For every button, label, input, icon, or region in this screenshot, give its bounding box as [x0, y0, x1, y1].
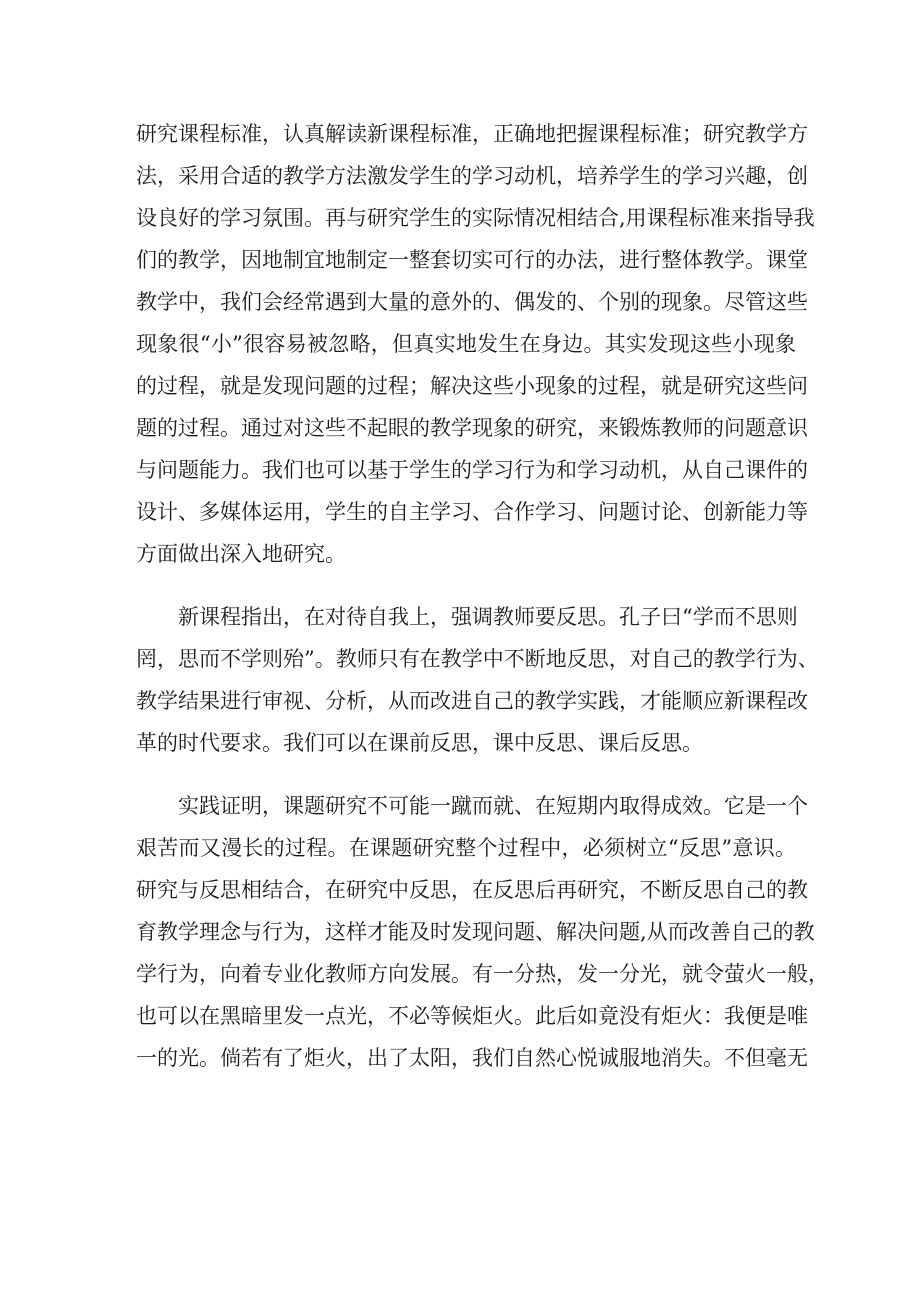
paragraph-spacer: [136, 575, 796, 596]
text-line: 艰苦而又漫长的过程。在课题研究整个过程中，必须树立“反思”意识。: [136, 836, 796, 860]
text-line: 现象很“小”很容易被忽略，但真实地发生在身边。其实发现这些小现象: [136, 332, 796, 356]
paragraph-3: [136, 785, 829, 1079]
paragraph-spacer: [136, 764, 796, 785]
paragraph-1: [136, 113, 815, 575]
text-line: 也可以在黑暗里发一点光，不必等候炬火。此后如竟没有炬火：我便是唯: [136, 1004, 808, 1028]
text-line: 设良好的学习氛围。再与研究学生的实际情况相结合,用课程标准来指导我: [136, 206, 815, 230]
document-body: [136, 113, 829, 1079]
text-line: 法，采用合适的教学方法激发学生的学习动机，培养学生的学习兴趣，创: [136, 164, 808, 188]
text-line: 教学中，我们会经常遇到大量的意外的、偶发的、个别的现象。尽管这些: [136, 290, 808, 314]
text-line: 研究与反思相结合，在研究中反思，在反思后再研究，不断反思自己的教: [136, 878, 808, 902]
text-line: 教学结果进行审视、分析，从而改进自己的教学实践，才能顺应新课程改: [136, 689, 808, 713]
text-line: 研究课程标准，认真解读新课程标准，正确地把握课程标准；研究教学方: [136, 122, 808, 146]
paragraph-2: [136, 596, 819, 764]
text-line: 实践证明，课题研究不可能一蹴而就、在短期内取得成效。它是一个: [178, 794, 808, 818]
text-line: 育教学理念与行为，这样才能及时发现问题、解决问题,从而改善自己的教: [136, 920, 815, 944]
text-line: 学行为，向着专业化教师方向发展。有一分热，发一分光，就令萤火一般，: [136, 962, 829, 986]
text-line: 方面做出深入地研究。: [136, 542, 346, 566]
text-line: 新课程指出，在对待自我上，强调教师要反思。孔子曰“学而不思则: [178, 605, 798, 629]
text-line: 罔，思而不学则殆”。教师只有在教学中不断地反思，对自己的教学行为、: [136, 647, 819, 671]
text-line: 们的教学，因地制宜地制定一整套切实可行的办法，进行整体教学。课堂: [136, 248, 808, 272]
text-line: 的过程，就是发现问题的过程；解决这些小现象的过程，就是研究这些问: [136, 374, 808, 398]
text-line: 与问题能力。我们也可以基于学生的学习行为和学习动机，从自己课件的: [136, 458, 808, 482]
text-line: 一的光。倘若有了炬火，出了太阳，我们自然心悦诚服地消失。不但毫无: [136, 1046, 808, 1070]
text-line: 革的时代要求。我们可以在课前反思，课中反思、课后反思。: [136, 731, 703, 755]
text-line: 设计、多媒体运用，学生的自主学习、合作学习、问题讨论、创新能力等: [136, 500, 808, 524]
text-line: 题的过程。通过对这些不起眼的教学现象的研究，来锻炼教师的问题意识: [136, 416, 808, 440]
